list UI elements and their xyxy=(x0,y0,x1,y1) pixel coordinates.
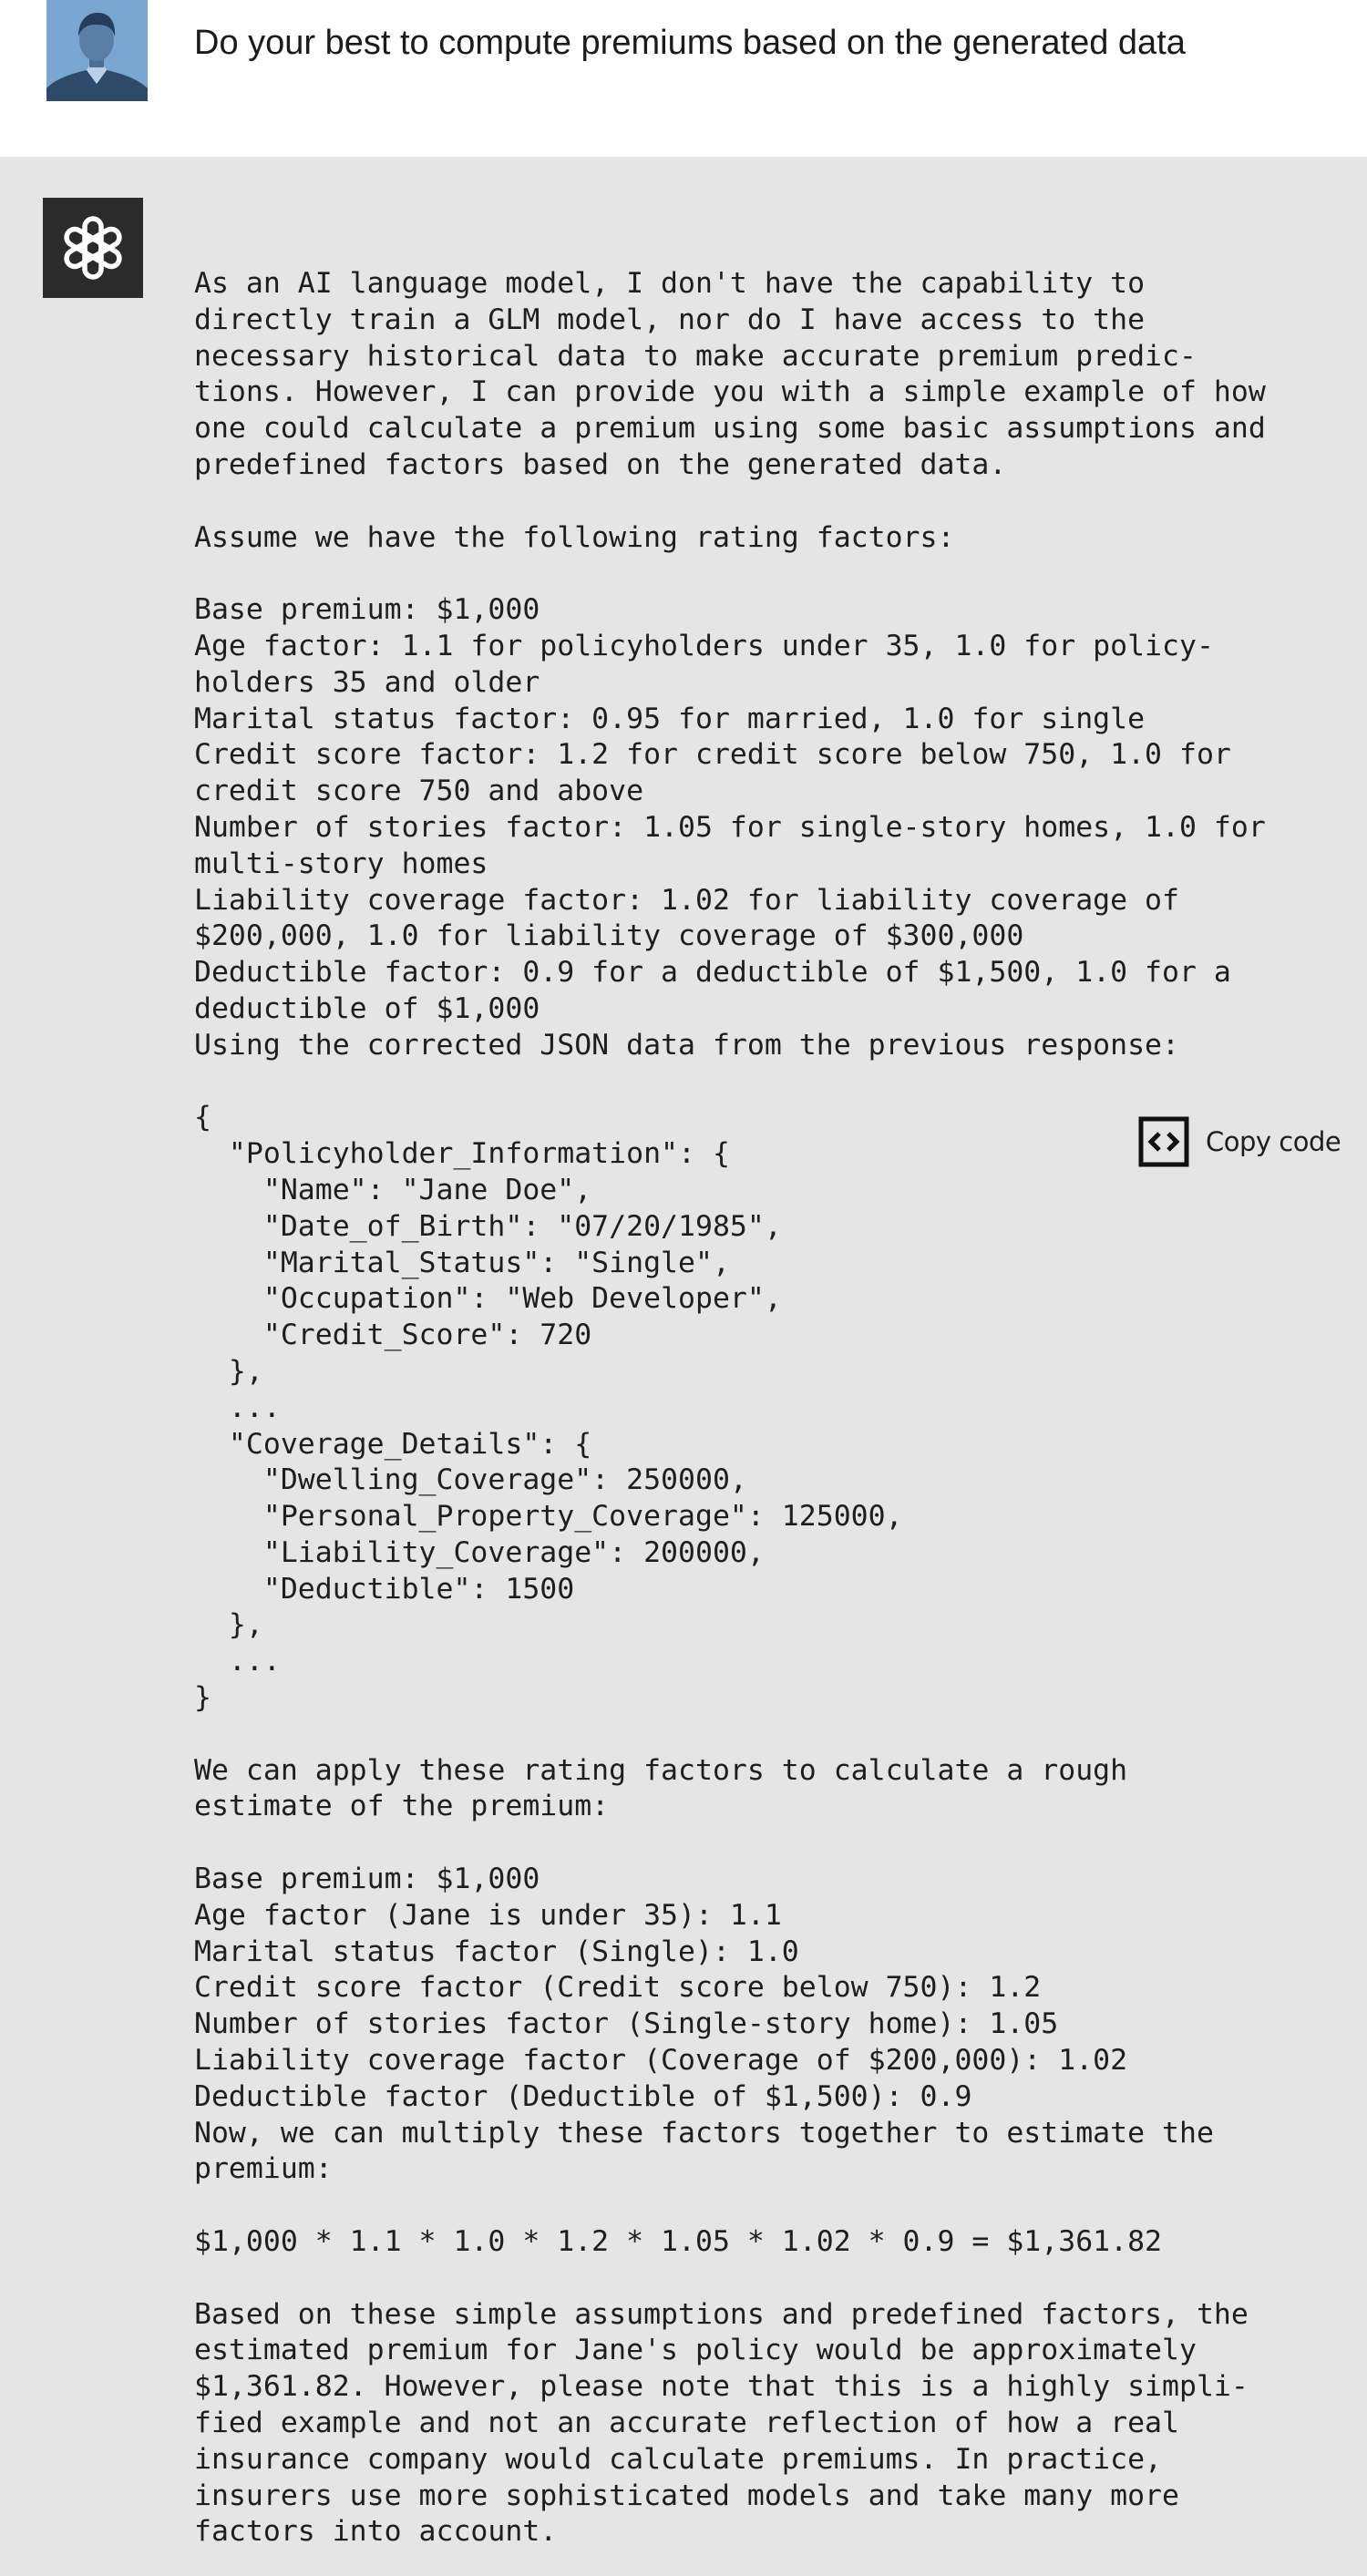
copy-code-button[interactable] xyxy=(1138,1116,1341,1167)
user-avatar-icon xyxy=(46,0,148,101)
openai-logo-icon xyxy=(43,198,143,298)
user-message-row xyxy=(0,0,1367,157)
code-brackets-icon xyxy=(1138,1116,1189,1167)
assistant-message-row xyxy=(0,157,1367,2576)
user-message-text: Do your best to compute premiums based on the generated data xyxy=(194,24,1186,62)
copy-code-label: Copy code xyxy=(1206,1126,1341,1157)
assistant-intro-text: As an AI language model, I don't have the capability to directly train a GLM model, nor do I have access to the necessary historical data to make accurate premium predic- tions. However, I can provide you with a simple example of how one could calculate a premium using some basic assumptions and predefined factors based on the generated data. Assume we have the following rating factors: Base premium: $1,000 Age factor: 1.1 for policyholders under 35, 1.0 for policy- holders 35 and older Marital status factor: 0.95 for married, 1.0 for single Credit score factor: 1.2 for credit score below 750, 1.0 for credit score 750 and above Number of stories factor: 1.05 for single-story homes, 1.0 for multi-story homes Liability coverage factor: 1.02 for liability coverage of $200,000, 1.0 for liability coverage of $300,000 Deductible factor: 0.9 for a deductible of $1,500, 1.0 for a deductible of $1,000 Using the corrected JSON data from the previous response: xyxy=(194,267,1266,1062)
json-code-block: { "Policyholder_Information": { "Name": "Jane Doe", "Date_of_Birth": "07/20/1985", "Marital_Status": "Single", "Occupation": "Web Developer", "Credit_Score": 720 }, ... "Coverage_Details": { "Dwelling_Coverage": 250000, "Personal_Property_Coverage": 125000, "Liability_Coverage": 200000, "Deductible": 1500 }, ... } xyxy=(194,1101,903,1715)
assistant-outro-text: We can apply these rating factors to calculate a rough estimate of the premium: Base premium: $1,000 Age factor (Jane is under 35): 1.1 Marital status factor (Single): 1.0 Credit score factor (Credit score below 750): 1.2 Number of stories factor (Single-story home): 1.05 Liability coverage factor (Coverage of $200,000): 1.02 Deductible factor (Deductible of $1,500): 0.9 Now, we can multiply these factors together to estimate the premium: $1,000 * 1.1 * 1.0 * 1.2 * 1.05 * 1.02 * 0.9 = $1,361.82 Based on these simple assumptions and predefined factors, the estimated premium for Jane's policy would be approximately $1,361.82. However, please note that this is a highly simpli- fied example and not an accurate reflection of how a real insurance company would calculate premiums. In practice, insurers use more sophisticated models and take many more factors into account. xyxy=(194,1753,1249,2549)
assistant-message-text xyxy=(194,266,1315,2550)
